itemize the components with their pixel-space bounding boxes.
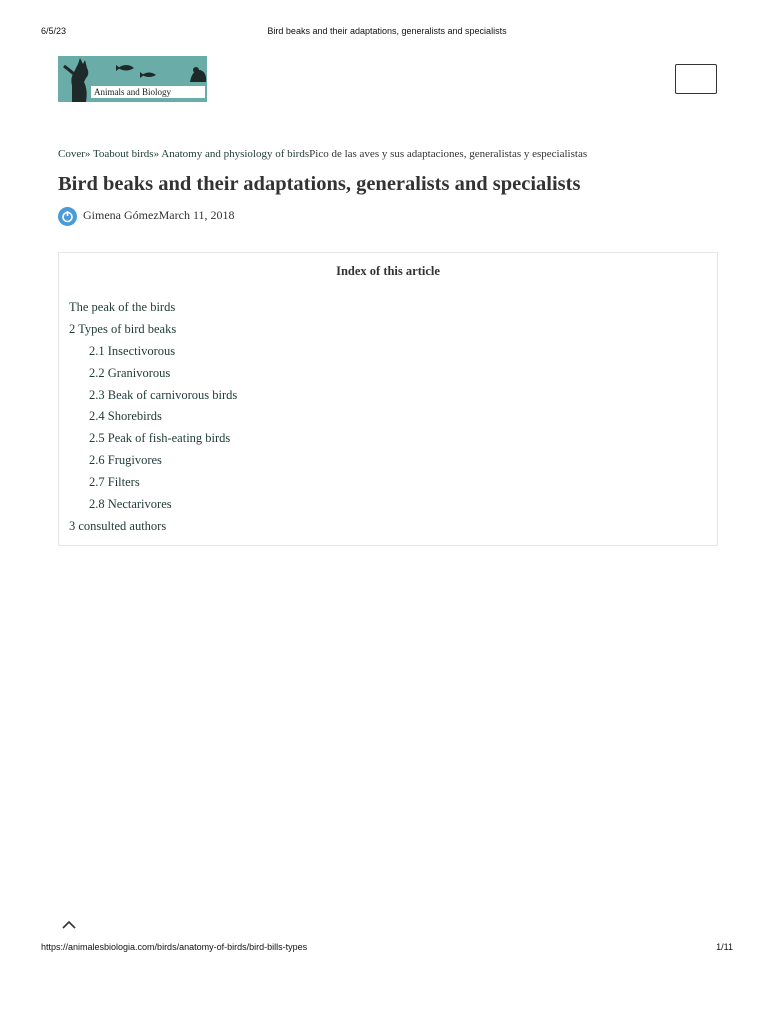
toc-item[interactable]: 2.4 Shorebirds	[89, 409, 162, 424]
breadcrumb-item-anatomy[interactable]: Anatomy and physiology of birds	[161, 148, 310, 160]
menu-button[interactable]	[675, 64, 717, 94]
article-title: Bird beaks and their adaptations, generalists and specialists	[58, 173, 581, 195]
toc-item[interactable]: 3 consulted authors	[69, 518, 167, 533]
breadcrumb-separator: »	[84, 148, 91, 160]
publish-date: March 11, 2018	[158, 208, 235, 222]
print-title: Bird beaks and their adaptations, generalists and specialists	[267, 26, 507, 36]
page-number: 1/11	[716, 942, 733, 952]
toc-item[interactable]: 2.2 Granivorous	[89, 365, 171, 380]
print-url: https://animalesbiologia.com/birds/anatomy-of-birds/bird-bills-types	[41, 942, 308, 952]
toc-item[interactable]: 2.7 Filters	[89, 475, 140, 490]
toc-item[interactable]: 2.5 Peak of fish-eating birds	[89, 431, 231, 446]
print-footer	[41, 942, 733, 954]
chevron-up-icon	[62, 920, 76, 929]
toc-item[interactable]: 2.3 Beak of carnivorous birds	[89, 387, 238, 402]
author-avatar-icon	[58, 207, 77, 226]
table-of-contents	[58, 252, 718, 546]
toc-title: Index of this article	[336, 264, 440, 278]
back-to-top-button[interactable]	[42, 912, 118, 936]
byline	[58, 205, 235, 225]
breadcrumb-separator: »	[153, 148, 160, 160]
toc-item[interactable]: 2.1 Insectivorous	[89, 343, 176, 358]
breadcrumb-item-cover[interactable]: Cover	[58, 148, 85, 160]
toc-item[interactable]: 2.6 Frugivores	[89, 453, 162, 468]
author-name[interactable]: Gimena Gómez	[83, 208, 159, 222]
print-header	[41, 26, 733, 38]
logo-text: Animals and Biology	[91, 86, 205, 98]
breadcrumb-current: Pico de las aves y sus adaptaciones, generalistas y especialistas	[309, 148, 588, 160]
print-date: 6/5/23	[41, 26, 67, 36]
breadcrumb-item-birds[interactable]: Toabout birds	[92, 148, 154, 160]
breadcrumb	[58, 148, 738, 160]
toc-item[interactable]: 2.8 Nectarivores	[89, 497, 172, 512]
site-logo[interactable]	[58, 56, 207, 102]
toc-item[interactable]: 2 Types of bird beaks	[69, 321, 177, 336]
toc-list	[69, 298, 237, 539]
toc-item[interactable]: The peak of the birds	[69, 300, 176, 314]
